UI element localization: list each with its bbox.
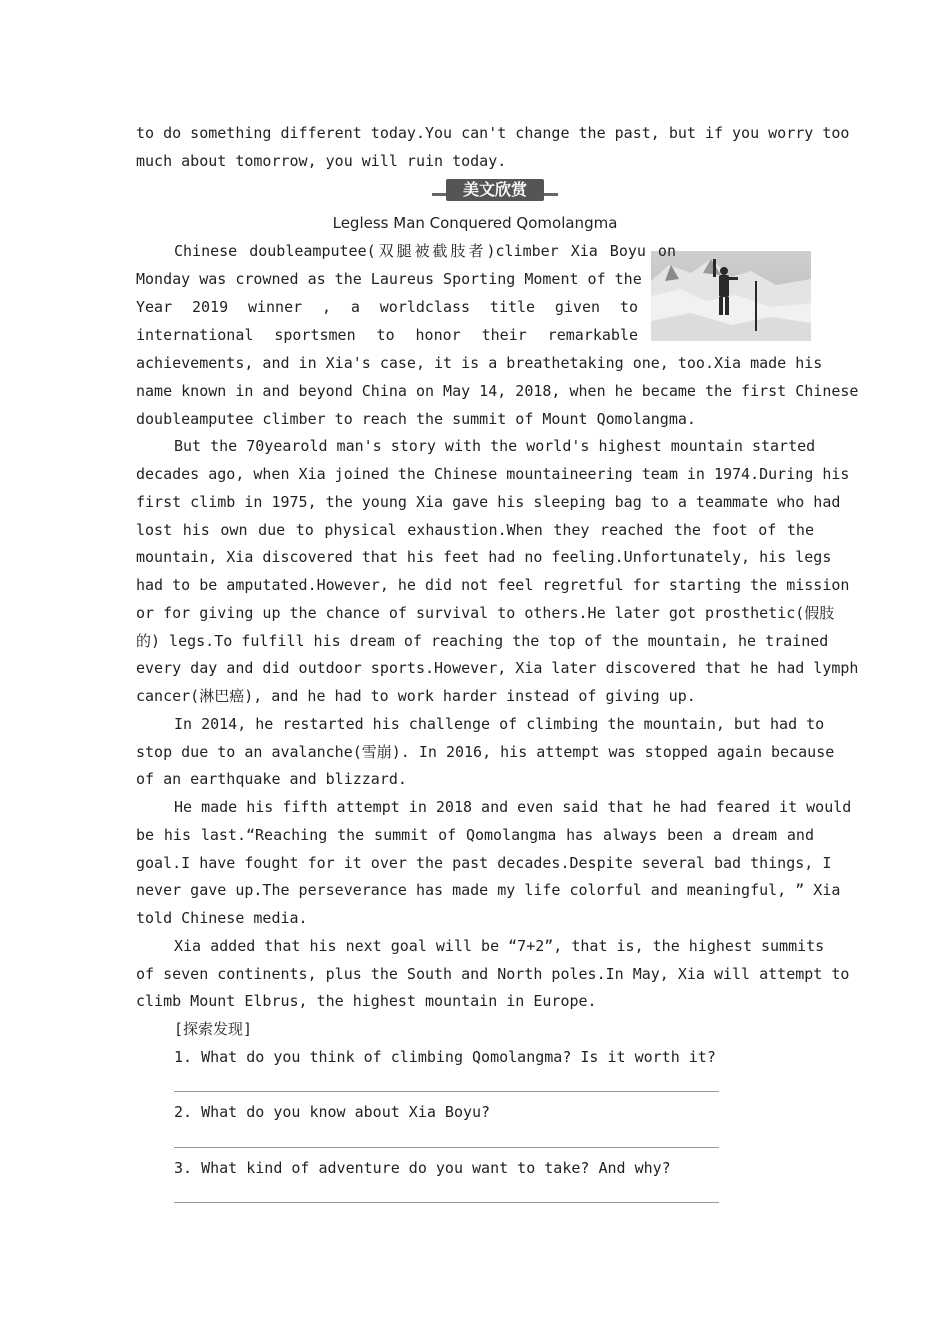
paragraph-line: or for giving up the chance of survival to others.He later got prosthetic(假肢 [136,604,835,622]
paragraph-line: had to be amputated.However, he did not feel regretful for starting the mission [136,576,850,594]
question-3: 3. What kind of adventure do you want to take? And why? [174,1159,671,1177]
paragraph-line: doubleamputee climber to reach the summit of Mount Qomolangma. [136,410,696,428]
paragraph-line: He made his fifth attempt in 2018 and even said that he had feared it would [174,798,852,816]
answer-line-2[interactable] [174,1147,719,1148]
paragraph-line: achievements, and in Xia's case, it is a breathetaking one, too.Xia made his [136,354,823,372]
paragraph-line: stop due to an avalanche(雪崩). In 2016, his attempt was stopped again because [136,743,835,761]
question-1: 1. What do you think of climbing Qomolangma? Is it worth it? [174,1048,716,1066]
paragraph-line: Chinese doubleamputee(双腿被截肢者)climber Xia Boyu on [174,242,676,260]
paragraph-line: goal.I have fought for it over the past decades.Despite several bad things, I [136,854,832,872]
paragraph-line: name known in and beyond China on May 14, 2018, when he became the first Chinese [136,382,859,400]
paragraph-line: 的) legs.To fulfill his dream of reaching the top of the mountain, he trained [136,632,829,650]
paragraph-line: climb Mount Elbrus, the highest mountain in Europe. [136,992,597,1010]
question-2: 2. What do you know about Xia Boyu? [174,1103,491,1121]
paragraph-line: first climb in 1975, the young Xia gave his sleeping bag to a teammate who had [136,493,841,511]
paragraph-line: mountain, Xia discovered that his feet had no feeling.Unfortunately, his legs [136,548,832,566]
paragraph-line: Year 2019 winner , a worldclass title given to [136,298,638,316]
intro-line: much about tomorrow, you will ruin today. [136,152,507,170]
paragraph-line: But the 70yearold man's story with the world's highest mountain started [174,437,816,455]
paragraph-line: every day and did outdoor sports.However, Xia later discovered that he had lymph [136,659,859,677]
paragraph-line: Xia added that his next goal will be “7+2”, that is, the highest summits [174,937,825,955]
paragraph-line: cancer(淋巴癌), and he had to work harder instead of giving up. [136,687,696,705]
paragraph-line: of seven continents, plus the South and North poles.In May, Xia will attempt to [136,965,850,983]
paragraph-line: lost his own due to physical exhaustion.When they reached the foot of the [136,521,814,539]
paragraph-line: Monday was crowned as the Laureus Sporting Moment of the [136,270,642,288]
paragraph-line: international sportsmen to honor their remarkable [136,326,638,344]
intro-line: to do something different today.You can't change the past, but if you worry too [136,124,850,142]
article-title: Legless Man Conquered Qomolangma [332,214,618,232]
paragraph-line: In 2014, he restarted his challenge of climbing the mountain, but had to [174,715,825,733]
paragraph-line: decades ago, when Xia joined the Chinese mountaineering team in 1974.During his [136,465,850,483]
paragraph-line: told Chinese media. [136,909,308,927]
explore-label: [探索发现] [174,1020,253,1038]
paragraph-line: never gave up.The perseverance has made my life colorful and meaningful, ” Xia [136,881,841,899]
answer-line-3[interactable] [174,1202,719,1203]
paragraph-line: of an earthquake and blizzard. [136,770,407,788]
answer-line-1[interactable] [174,1091,719,1092]
climber-photo [651,251,811,341]
section-label: 美文欣赏 [446,179,544,201]
section-banner [432,178,558,204]
paragraph-line: be his last.“Reaching the summit of Qomolangma has always been a dream and [136,826,814,844]
